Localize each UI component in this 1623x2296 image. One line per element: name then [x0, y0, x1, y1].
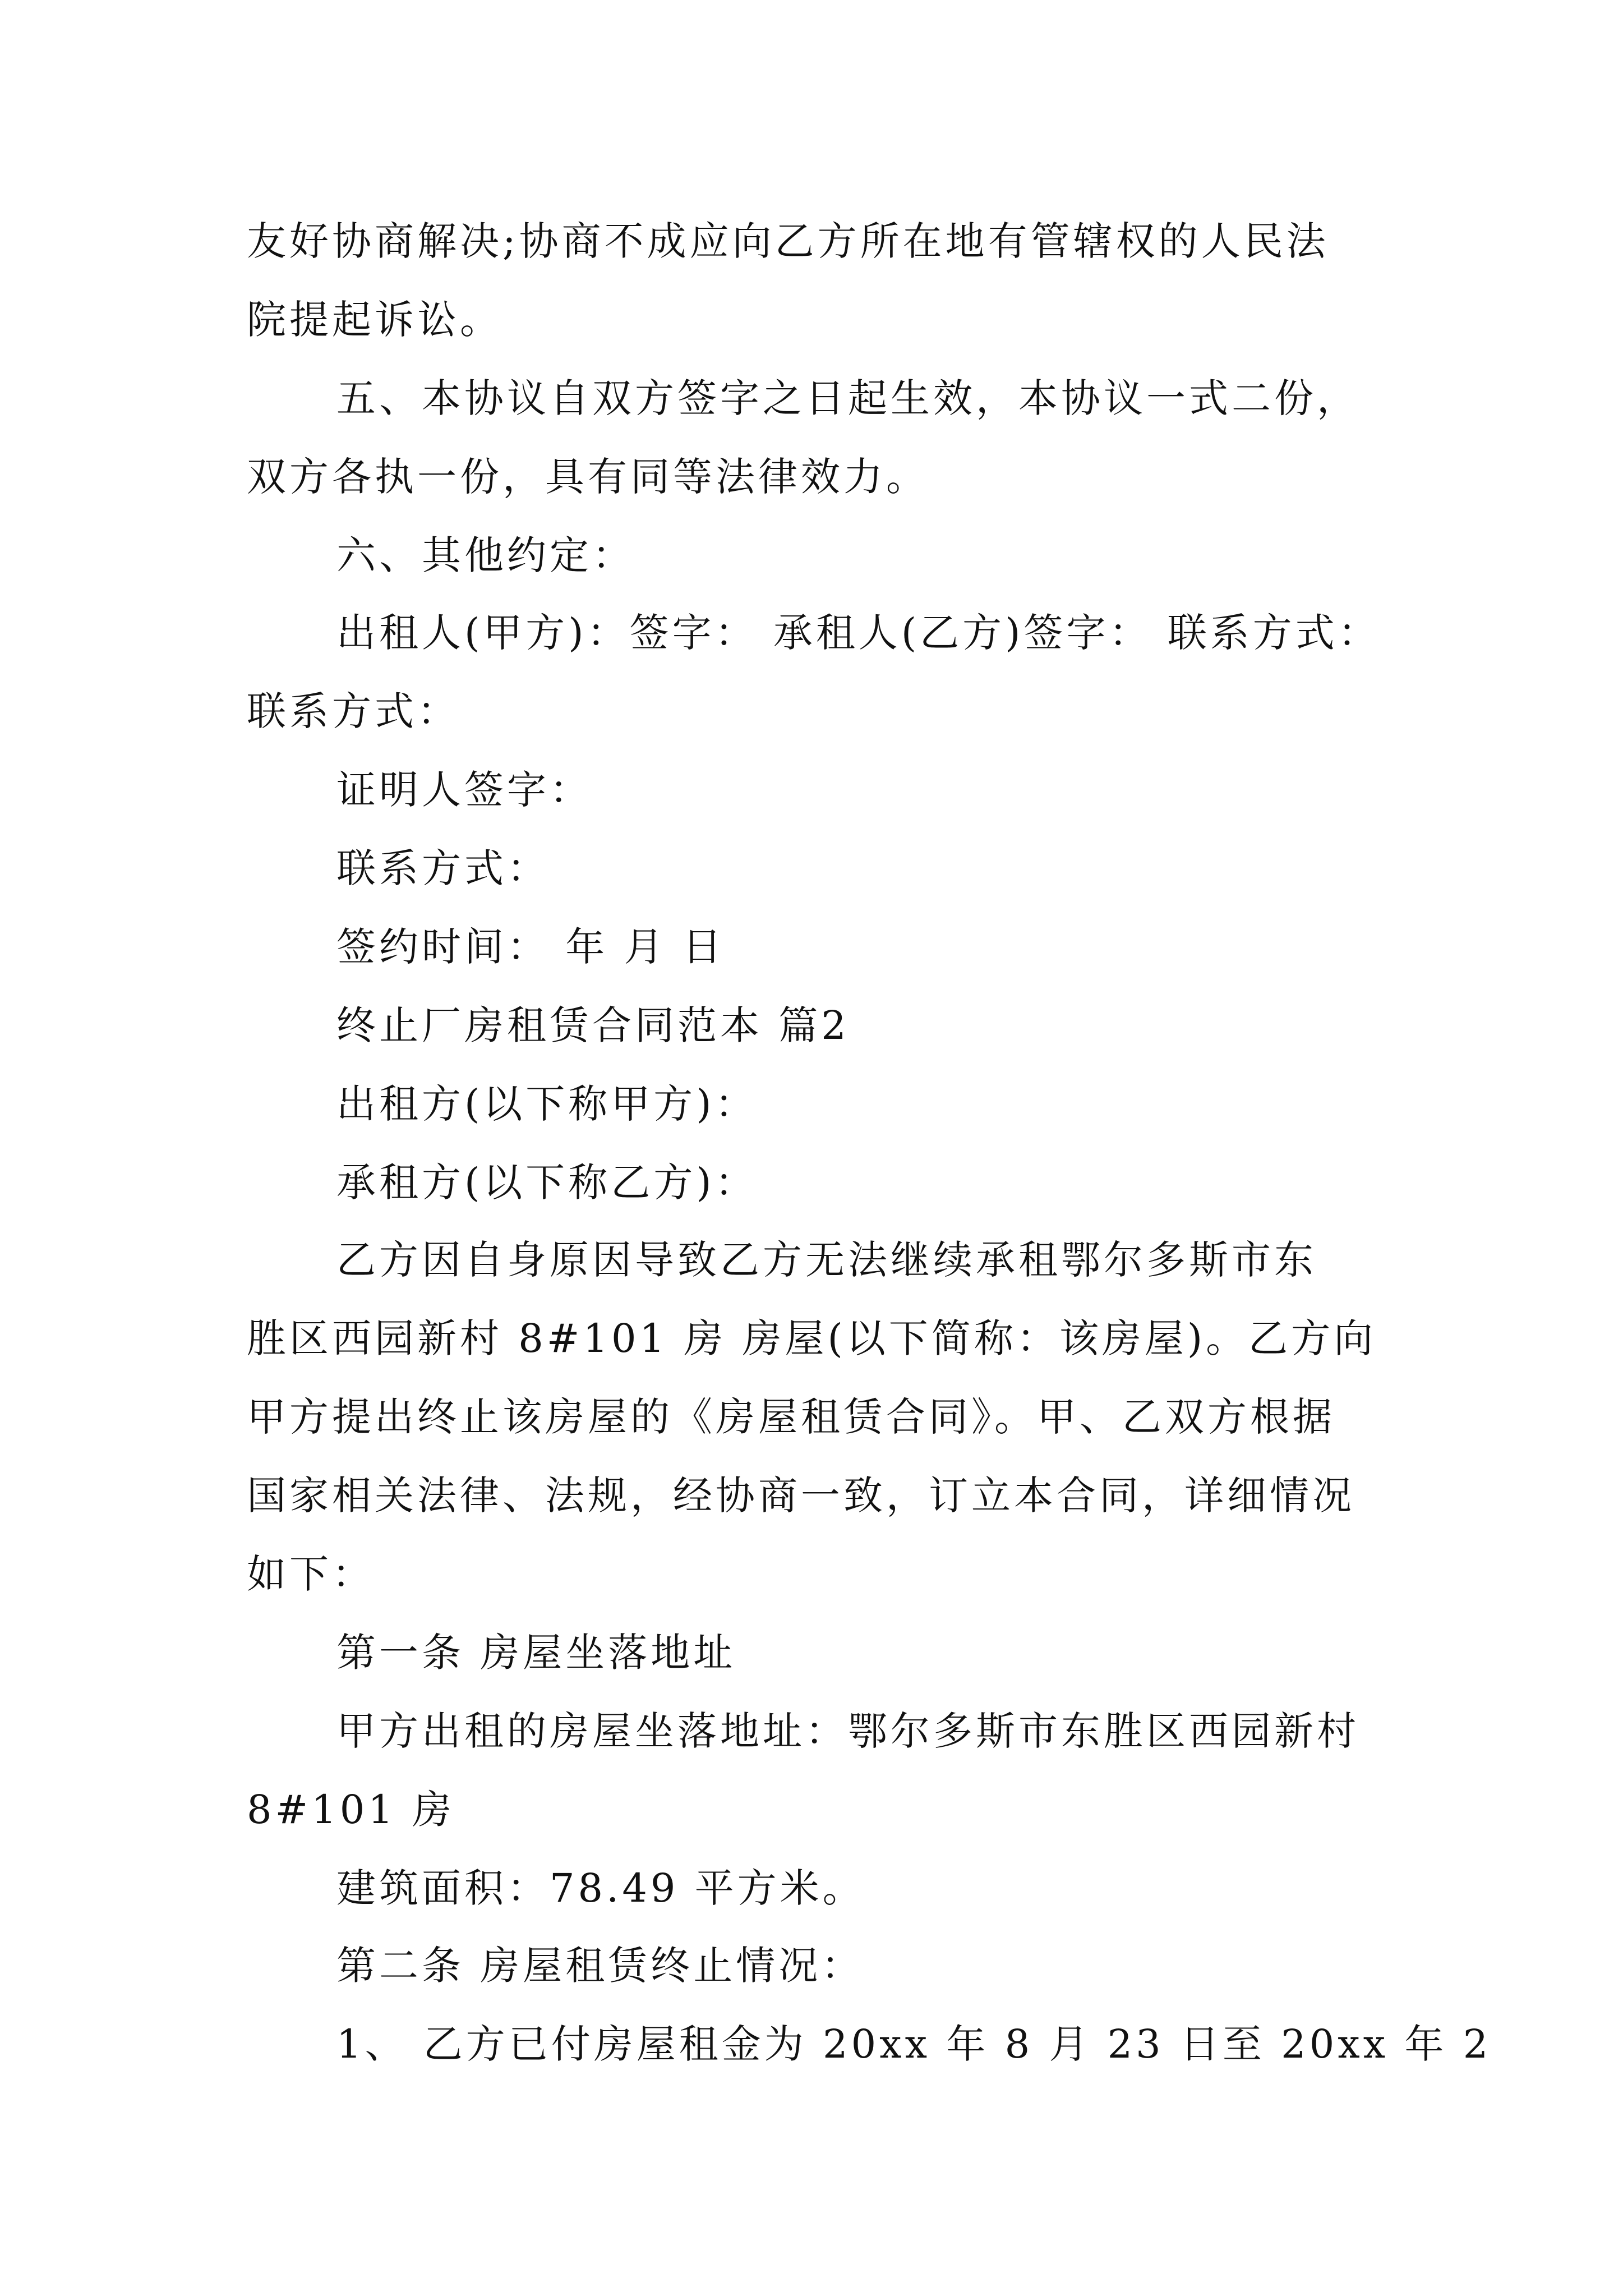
text-line-4: 双方各执一份，具有同等法律效力。 [247, 454, 929, 500]
text-line-23: 第二条 房屋租赁终止情况： [336, 1943, 864, 1989]
text-line-13: 承租方(以下称乙方)： [336, 1159, 758, 1205]
section-heading: 终止厂房租赁合同范本 篇2 [336, 1002, 850, 1048]
text-line-6: 出租人(甲方)：签字： 承租人(乙方)签字： 联系方式： [336, 610, 1381, 656]
text-line-1: 友好协商解决;协商不成应向乙方所在地有管辖权的人民法 [247, 218, 1329, 264]
text-line-22: 建筑面积：78.49 平方米。 [336, 1865, 865, 1911]
text-line-2: 院提起诉讼。 [247, 297, 502, 343]
text-line-21: 8#101 房 [247, 1787, 455, 1833]
text-line-24: 1、 乙方已付房屋租金为 20xx 年 8 月 23 日至 20xx 年 2 [336, 2021, 1492, 2067]
text-line-18: 如下： [247, 1551, 375, 1597]
text-line-15: 胜区西园新村 8#101 房 房屋(以下简称：该房屋)。乙方向 [247, 1315, 1377, 1361]
text-line-7: 联系方式： [247, 688, 460, 734]
text-line-3: 五、本协议自双方签字之日起生效，本协议一式二份， [336, 375, 1359, 421]
text-line-19: 第一条 房屋坐落地址 [336, 1630, 736, 1676]
text-line-8: 证明人签字： [336, 767, 592, 813]
text-line-17: 国家相关法律、法规，经协商一致，订立本合同，详细情况 [247, 1473, 1355, 1519]
text-line-20: 甲方出租的房屋坐落地址：鄂尔多斯市东胜区西园新村 [336, 1708, 1359, 1754]
text-line-16: 甲方提出终止该房屋的《房屋租赁合同》。甲、乙双方根据 [247, 1394, 1335, 1440]
text-line-14: 乙方因自身原因导致乙方无法继续承租鄂尔多斯市东 [336, 1237, 1317, 1283]
text-line-12: 出租方(以下称甲方)： [336, 1081, 758, 1127]
text-line-9: 联系方式： [336, 845, 550, 891]
text-line-5: 六、其他约定： [336, 532, 635, 578]
text-line-10: 签约时间： 年 月 日 [336, 924, 725, 970]
